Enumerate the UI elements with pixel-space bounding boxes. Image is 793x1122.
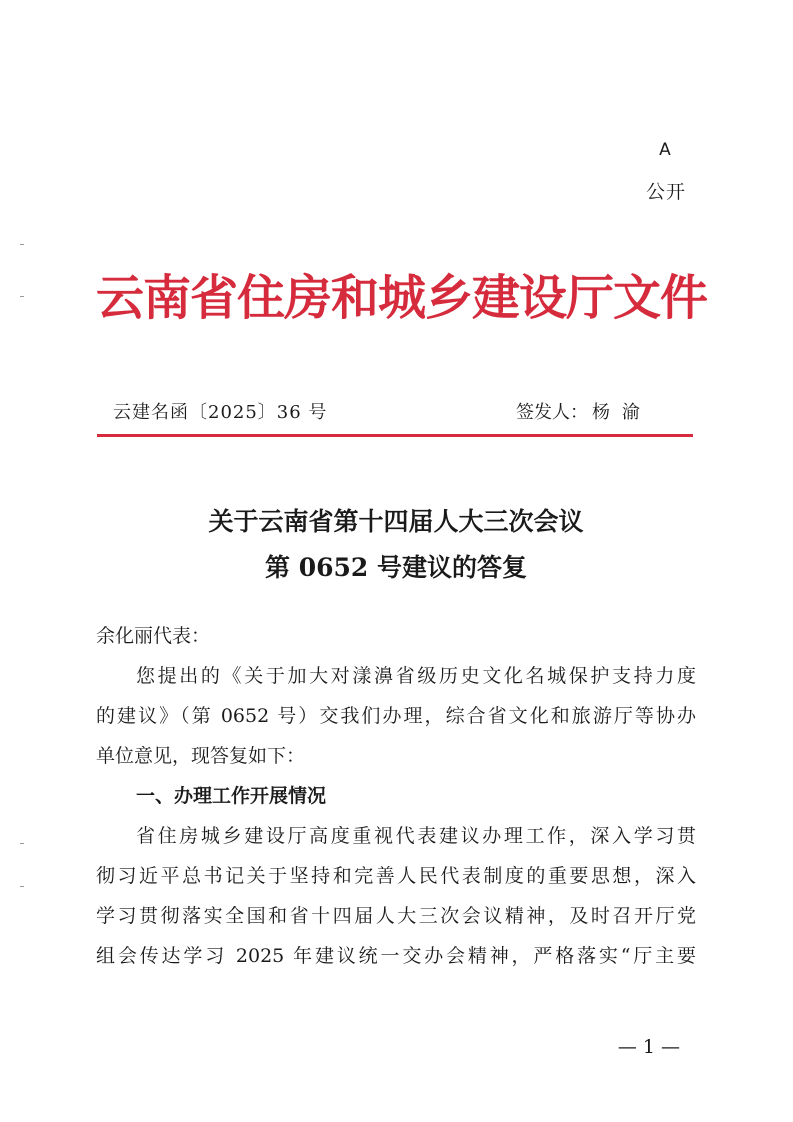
paragraph-2-line: 学习贯彻落实全国和省十四届人大三次会议精神，及时召开厅党 — [96, 905, 696, 927]
paragraph-2-line: 省住房城乡建设厅高度重视代表建议办理工作，深入学习贯 — [136, 825, 696, 847]
paragraph-1 — [96, 656, 696, 776]
paragraph-1-line: 您提出的《关于加大对漾濞省级历史文化名城保护支持力度 — [136, 665, 696, 687]
paragraph-2 — [96, 816, 696, 976]
paragraph-2-line: 组会传达学习 2025 年建议统一交办会精神，严格落实“厅主要 — [96, 945, 696, 967]
section-1-heading: 一、办理工作开展情况 — [136, 785, 327, 807]
classification-mark: A — [659, 140, 671, 160]
signer-name: 杨渝 — [592, 402, 652, 423]
paragraph-1-line: 单位意见，现答复如下： — [96, 745, 306, 767]
disclosure-status: 公开 — [645, 181, 686, 203]
scan-speck — [20, 296, 24, 297]
page-number: — 1 — — [617, 1036, 680, 1058]
document-title-line-2: 第 0652 号建议的答复 — [265, 553, 527, 582]
document-title-line-1: 关于云南省第十四届人大三次会议 — [208, 507, 584, 536]
header-red-rule — [97, 434, 693, 437]
scan-speck — [20, 244, 24, 245]
document-number: 云建名函〔2025〕36 号 — [113, 402, 328, 423]
greeting: 余化丽代表： — [96, 625, 211, 647]
signer-label: 签发人： — [516, 402, 588, 423]
scan-speck — [20, 886, 24, 887]
document-header-title: 云南省住房和城乡建设厅文件 — [96, 270, 708, 326]
signer-line — [516, 398, 652, 424]
scan-speck — [20, 843, 24, 844]
paragraph-1-line: 的建议》（第 0652 号）交我们办理，综合省文化和旅游厅等协办 — [96, 705, 696, 727]
paragraph-2-line: 彻习近平总书记关于坚持和完善人民代表制度的重要思想，深入 — [96, 865, 696, 887]
